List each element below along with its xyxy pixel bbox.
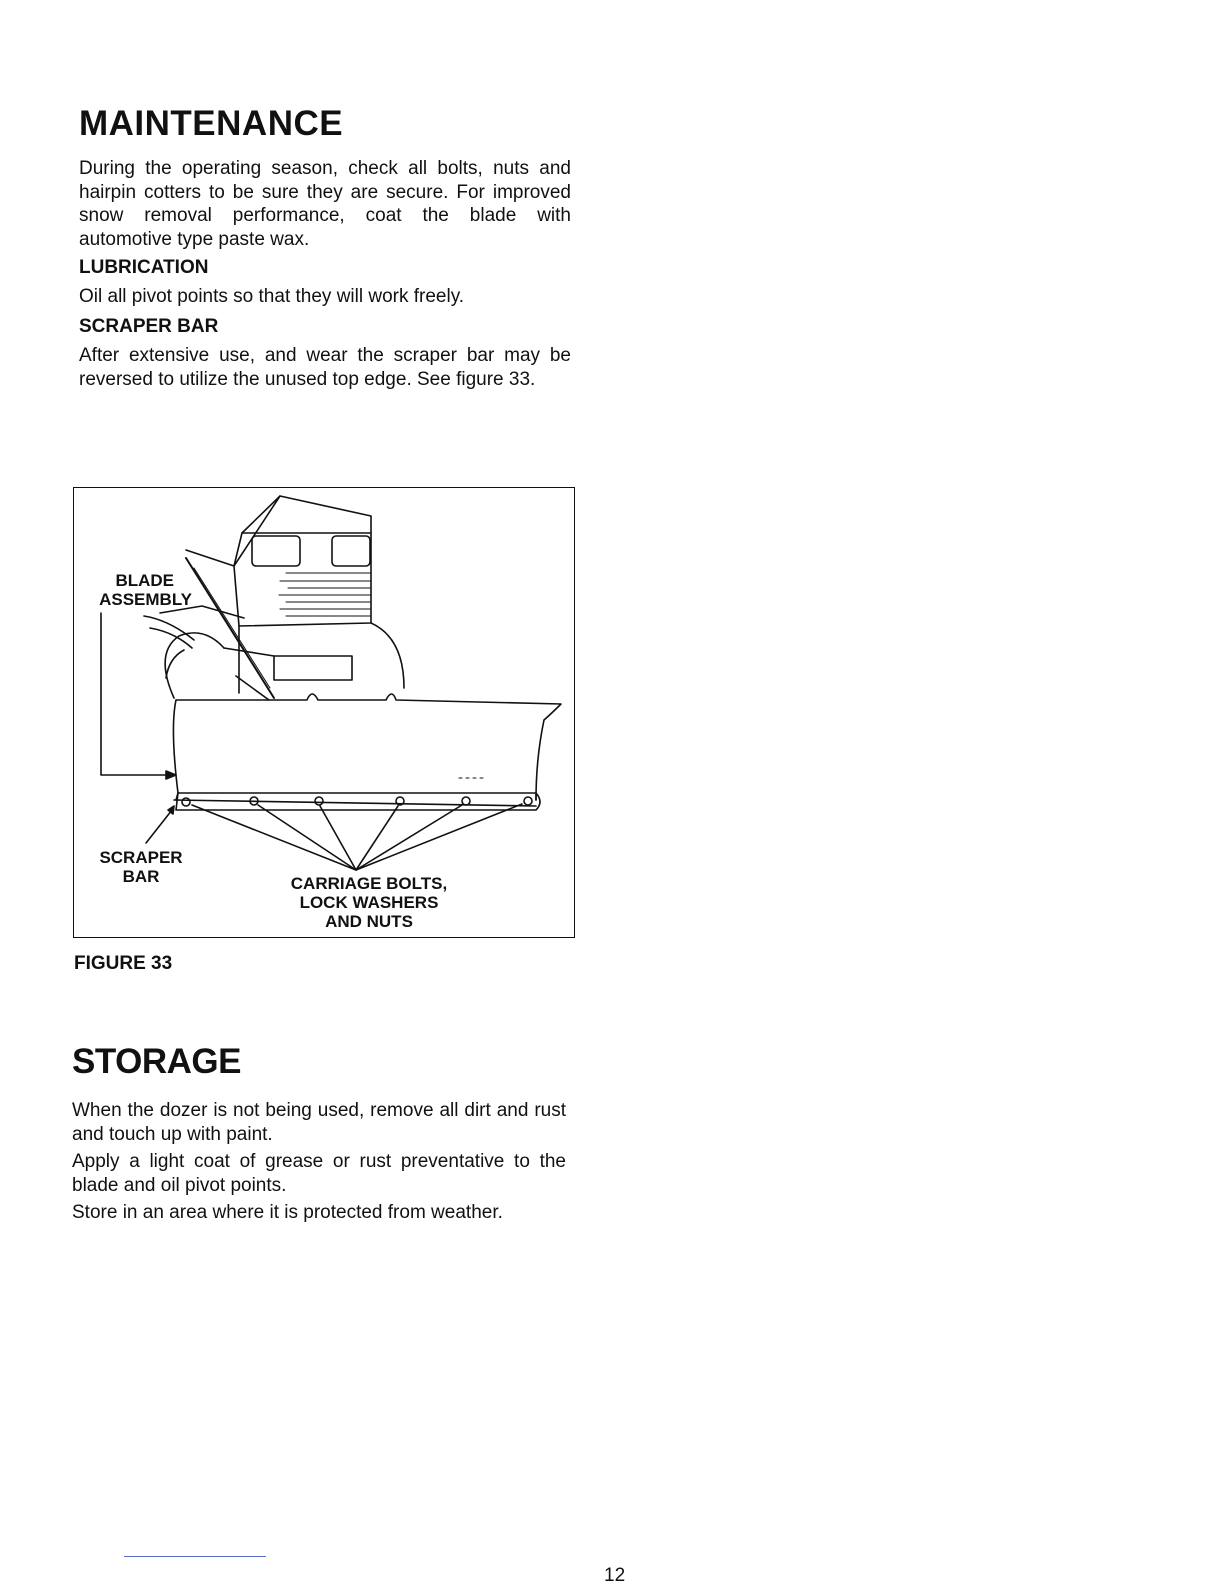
blade-label-line1: BLADE bbox=[115, 571, 174, 590]
page-number: 12 bbox=[604, 1565, 626, 1586]
carriage-bolts-leaders bbox=[192, 804, 522, 870]
lubrication-text: Oil all pivot points so that they will work freely. bbox=[79, 286, 465, 307]
dozer-blade bbox=[173, 694, 561, 810]
figure-caption: FIGURE 33 bbox=[74, 953, 173, 974]
figure-33 bbox=[73, 487, 575, 938]
blade-assembly-leader bbox=[101, 613, 176, 779]
lubrication-heading: LUBRICATION bbox=[79, 257, 209, 278]
storage-paragraph-1: When the dozer is not being used, remove all dirt and rust and touch up with paint. bbox=[72, 1100, 566, 1145]
carriage-label-line3: AND NUTS bbox=[325, 912, 413, 931]
tractor-hood bbox=[186, 496, 371, 626]
scraper-bar-text: After extensive use, and wear the scraper bar may be reversed to utilize the unused top edge. See figure 33. bbox=[79, 345, 571, 390]
storage-paragraph-3: Store in an area where it is protected from weather. bbox=[72, 1202, 503, 1223]
scraper-label-line1: SCRAPER bbox=[99, 848, 183, 867]
scraper-label-line2: BAR bbox=[122, 867, 160, 886]
scraper-bar-heading: SCRAPER BAR bbox=[79, 316, 219, 337]
scraper-bar-leader bbox=[146, 806, 174, 843]
scraper-bar-label bbox=[96, 848, 186, 886]
storage-title: STORAGE bbox=[72, 1042, 241, 1081]
blade-label-line2: ASSEMBLY bbox=[99, 590, 192, 609]
carriage-label-line2: LOCK WASHERS bbox=[299, 893, 439, 912]
carriage-label-line1: CARRIAGE BOLTS, bbox=[290, 874, 448, 893]
storage-paragraph-2: Apply a light coat of grease or rust preventative to the blade and oil pivot points. bbox=[72, 1151, 566, 1196]
footer-rule bbox=[124, 1556, 266, 1557]
maintenance-title: MAINTENANCE bbox=[79, 104, 344, 143]
blade-assembly-label bbox=[82, 571, 192, 609]
carriage-bolts-label bbox=[274, 874, 464, 931]
maintenance-intro: During the operating season, check all bolts, nuts and hairpin cotters to be sure they are secure. For improved snow removal performance, coat the blade with automotive type paste wax. bbox=[79, 158, 571, 250]
